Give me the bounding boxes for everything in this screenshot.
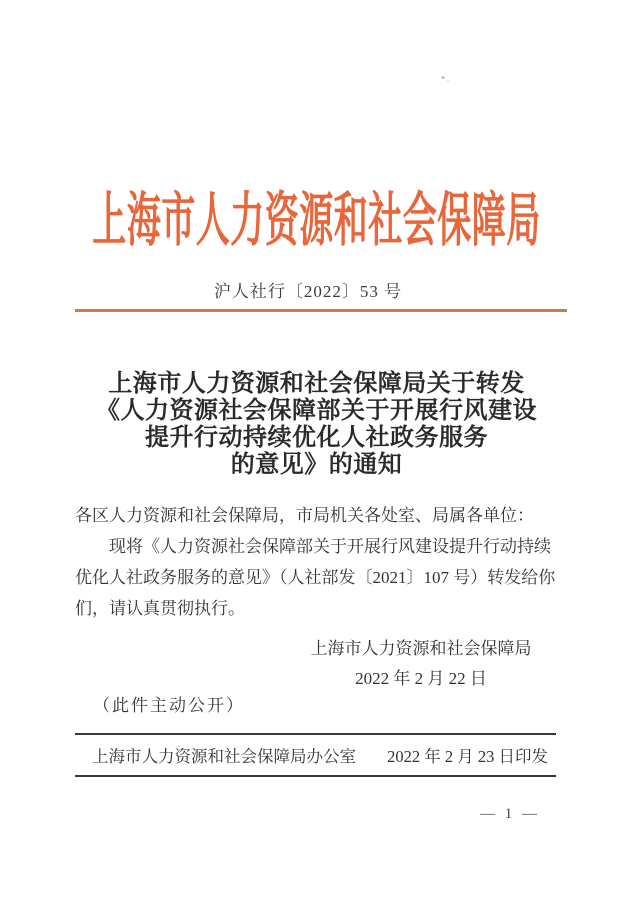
notice-title-line: 《人力资源社会保障部关于开展行风建设 [96, 398, 537, 424]
signature-block [302, 634, 540, 694]
body-paragraph-line: 优化人社政务服务的意见》（人社部发〔2021〕107 号）转发给你 [75, 568, 556, 587]
masthead-title: 上海市人力资源和社会保障局 [92, 190, 541, 254]
signature-date: 2022 年 2 月 22 日 [355, 669, 487, 688]
notice-title [40, 371, 593, 479]
doc-number: 沪人社行〔2022〕53 号 [213, 282, 403, 301]
colophon-print-date: 2022 年 2 月 23 日印发 [387, 747, 548, 766]
colophon-office: 上海市人力资源和社会保障局办公室 [92, 747, 356, 766]
colophon [75, 733, 556, 777]
salutation-line: 各区人力资源和社会保障局，市局机关各处室、局属各单位： [75, 506, 534, 525]
publicity-note: （此件主动公开） [93, 696, 245, 715]
notice-title-line: 提升行动持续优化人社政务服务 [145, 425, 488, 451]
page-number: — 1 — [480, 806, 540, 822]
signature-org: 上海市人力资源和社会保障局 [310, 639, 532, 658]
body-paragraph-line: 现将《人力资源社会保障部关于开展行风建设提升行动持续 [109, 537, 551, 556]
scan-speck [441, 76, 445, 79]
notice-title-line: 的意见》的通知 [230, 452, 403, 478]
body-paragraph-line: 们，请认真贯彻执行。 [75, 599, 245, 618]
notice-title-line: 上海市人力资源和社会保障局关于转发 [108, 371, 525, 397]
scan-speck [447, 80, 449, 82]
masthead-divider-line [75, 309, 567, 312]
body-text [75, 500, 567, 624]
